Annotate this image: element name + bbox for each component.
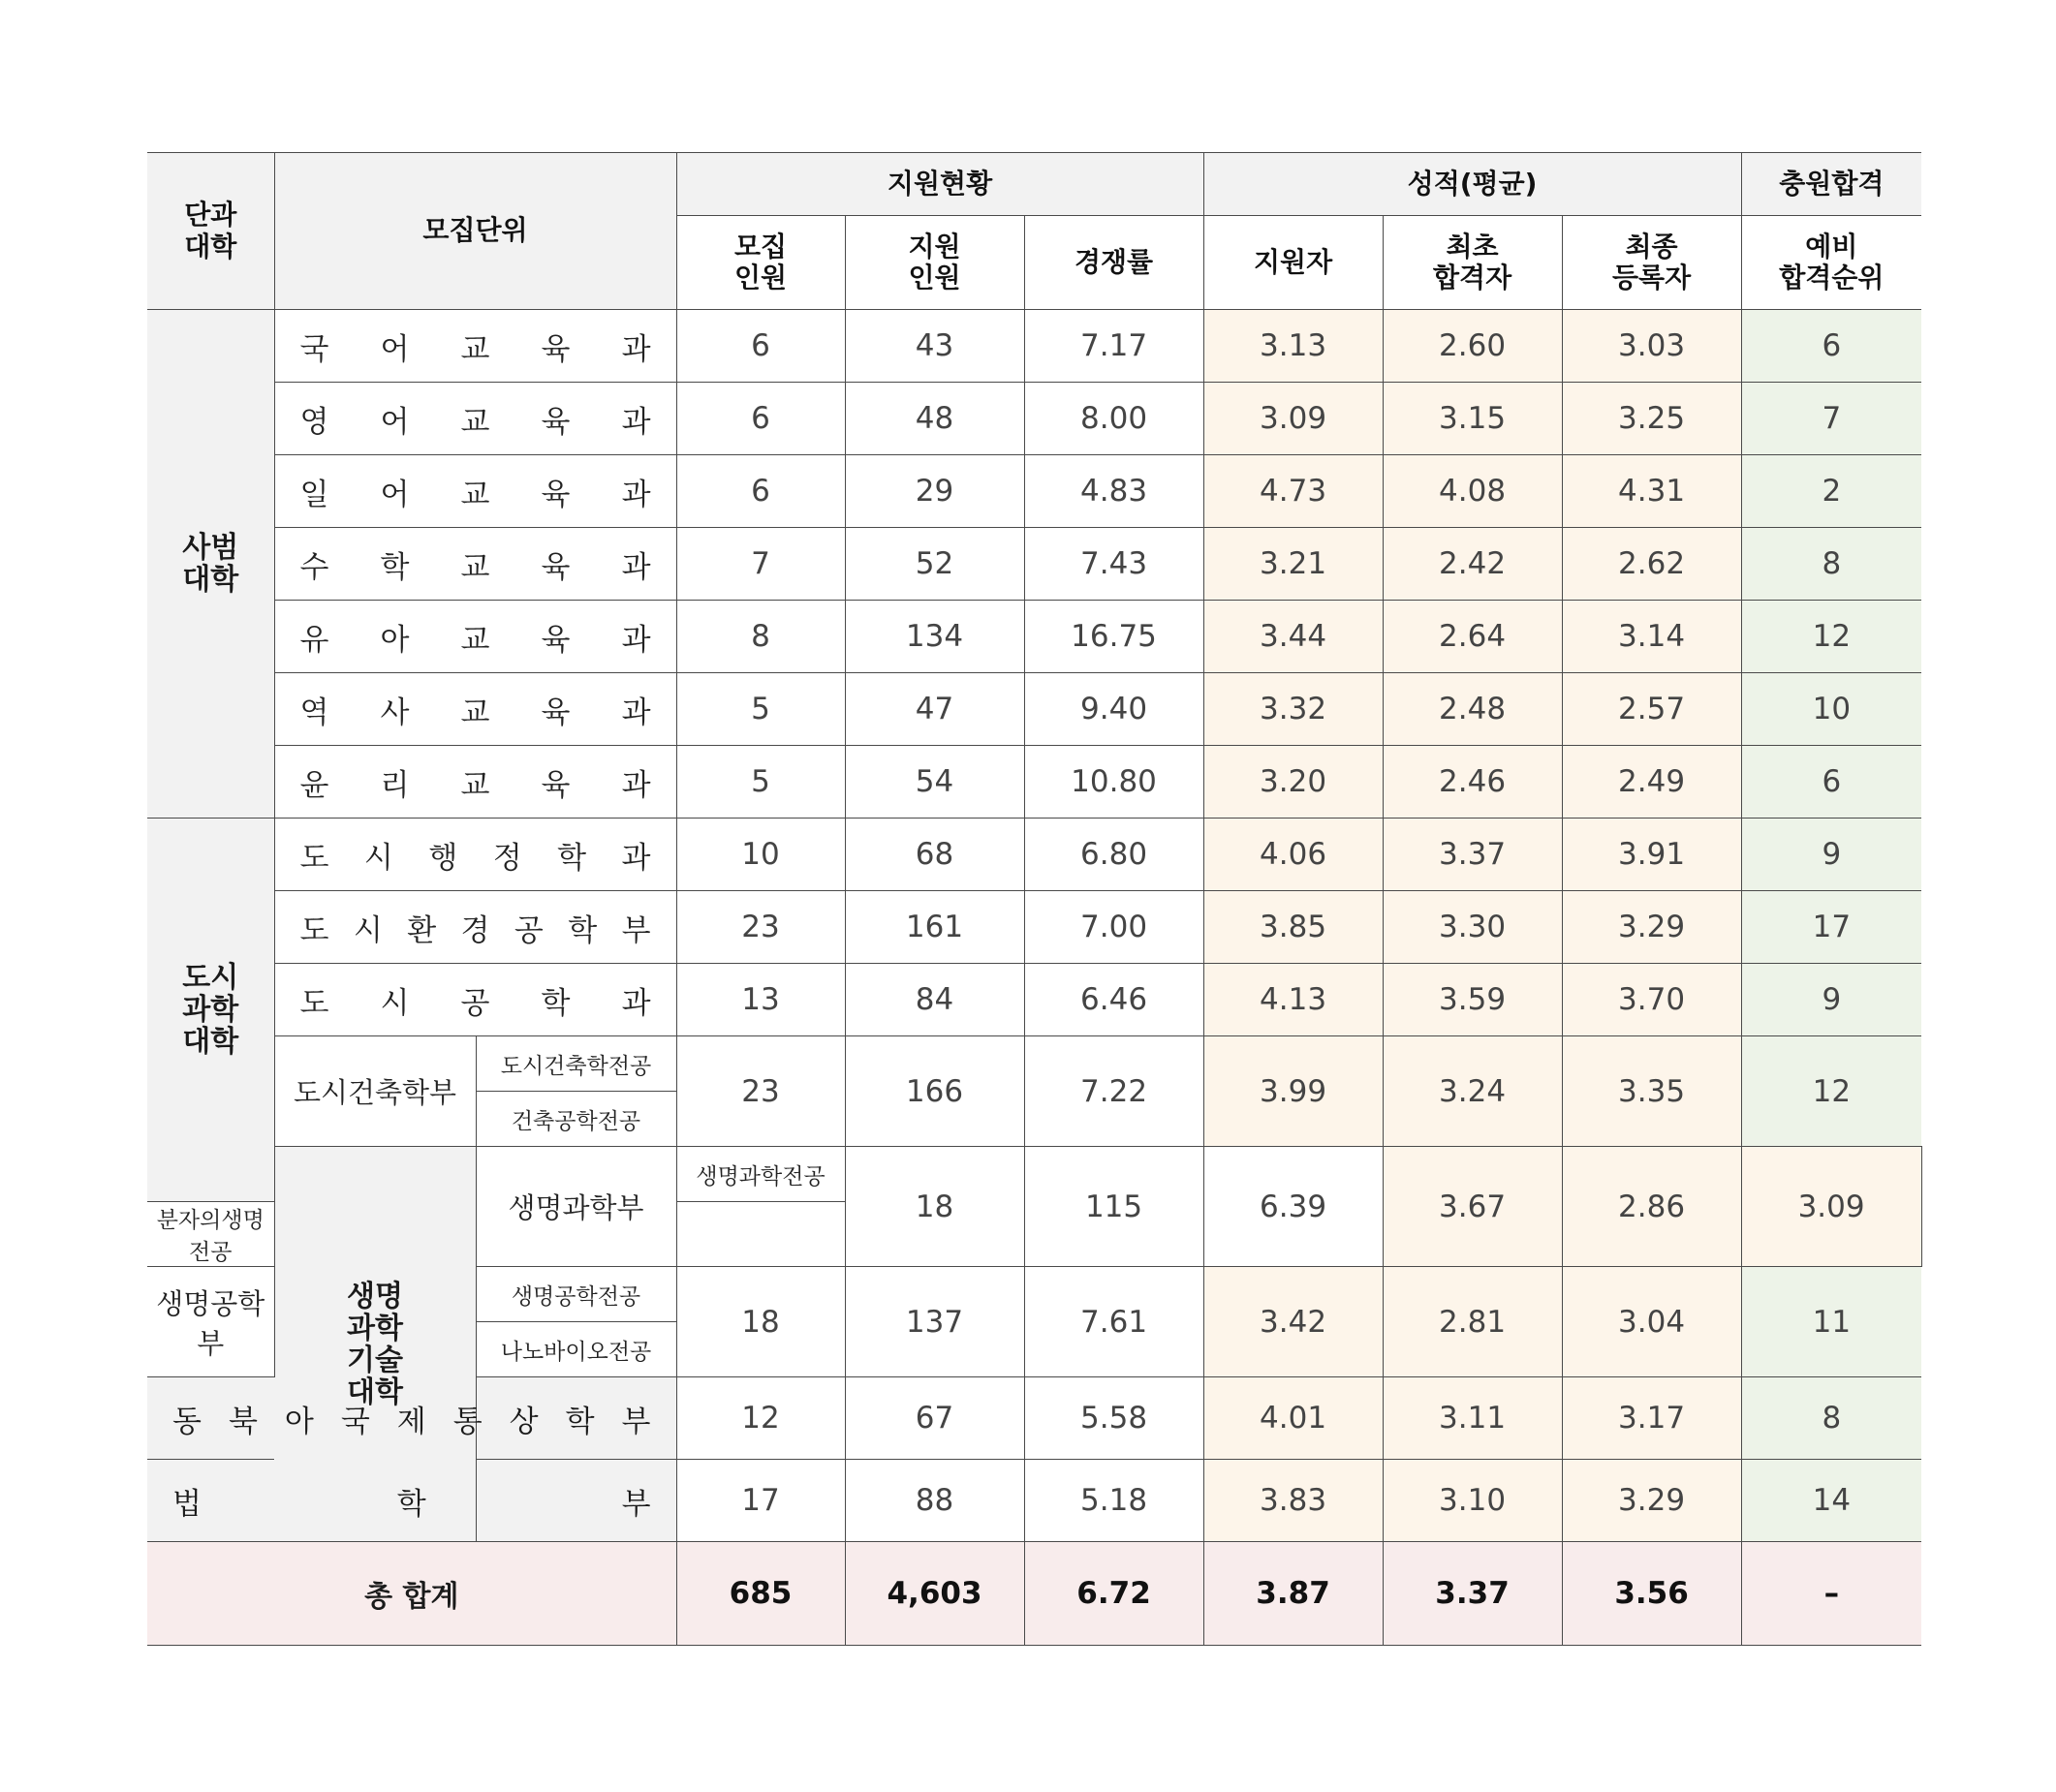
- cell-recruit-count: 23: [676, 1036, 845, 1147]
- department-label: 일 어 교 육 과: [299, 477, 651, 512]
- cell-recruit-count: 685: [676, 1542, 845, 1646]
- cell-applicant-count: 68: [845, 819, 1024, 891]
- cell-grade-first-pass: 3.11: [1383, 1377, 1562, 1460]
- major-name: 도시건축학전공: [476, 1036, 676, 1092]
- cell-waitlist-rank: 6: [1741, 746, 1921, 819]
- cell-grade-final-enrolled: 3.35: [1562, 1036, 1741, 1147]
- cell-competition-ratio: 7.17: [1024, 310, 1203, 383]
- cell-recruit-count: 5: [676, 746, 845, 819]
- major-name: 분자의생명전공: [147, 1202, 274, 1267]
- cell-grade-applicants: 3.09: [1203, 383, 1383, 455]
- header-competition-ratio: 경쟁률: [1024, 216, 1203, 310]
- department-name: [274, 746, 676, 819]
- cell-waitlist-rank: 8: [1741, 1377, 1921, 1460]
- cell-grade-applicants: 3.42: [1203, 1267, 1383, 1377]
- table-row: [147, 1147, 1921, 1202]
- cell-competition-ratio: 6.72: [1024, 1542, 1203, 1646]
- cell-grade-applicants: 3.44: [1203, 601, 1383, 673]
- cell-grade-first-pass: 2.81: [1383, 1267, 1562, 1377]
- cell-grade-applicants: 3.99: [1203, 1036, 1383, 1147]
- cell-grade-final-enrolled: 3.03: [1562, 310, 1741, 383]
- cell-grade-applicants: 4.06: [1203, 819, 1383, 891]
- cell-waitlist-rank: 11: [1741, 1267, 1921, 1377]
- cell-grade-final-enrolled: 3.14: [1562, 601, 1741, 673]
- cell-grade-first-pass: 3.37: [1383, 819, 1562, 891]
- cell-grade-first-pass: 3.37: [1383, 1542, 1562, 1646]
- department-label: 도 시 행 정 학 과: [299, 840, 651, 876]
- cell-recruit-count: 6: [676, 455, 845, 528]
- cell-grade-first-pass: 2.64: [1383, 601, 1562, 673]
- cell-grade-final-enrolled: 2.49: [1562, 746, 1741, 819]
- table-row: [147, 673, 1921, 746]
- cell-waitlist-rank: 17: [1741, 891, 1921, 964]
- header-recruit-unit: 모집단위: [274, 153, 676, 310]
- header-grade-first-pass: 최초 합격자: [1383, 216, 1562, 310]
- cell-recruit-count: 13: [676, 964, 845, 1036]
- department-label: 윤 리 교 육 과: [299, 767, 651, 803]
- cell-waitlist-rank: 2: [1741, 455, 1921, 528]
- cell-waitlist-rank: 7: [1741, 383, 1921, 455]
- cell-applicant-count: 67: [845, 1377, 1024, 1460]
- header-applications: 지원현황: [676, 153, 1203, 216]
- cell-grade-applicants: 3.20: [1203, 746, 1383, 819]
- division-name: 도시건축학부: [274, 1036, 476, 1147]
- college-cell: 도시 과학 대학: [147, 819, 274, 1202]
- cell-grade-applicants: 3.32: [1203, 673, 1383, 746]
- cell-competition-ratio: 10.80: [1024, 746, 1203, 819]
- total-label: 총 합계: [147, 1542, 676, 1646]
- cell-competition-ratio: 6.39: [1203, 1147, 1383, 1267]
- cell-recruit-count: 6: [676, 383, 845, 455]
- department-label: 국 어 교 육 과: [299, 331, 651, 367]
- cell-waitlist-rank: 9: [1741, 964, 1921, 1036]
- cell-grade-applicants: 3.21: [1203, 528, 1383, 601]
- cell-grade-applicants: 3.13: [1203, 310, 1383, 383]
- cell-grade-applicants: 3.83: [1203, 1460, 1383, 1542]
- cell-competition-ratio: 7.61: [1024, 1267, 1203, 1377]
- cell-applicant-count: 43: [845, 310, 1024, 383]
- cell-recruit-count: 5: [676, 673, 845, 746]
- department-label: 도 시 환 경 공 학 부: [299, 912, 651, 948]
- cell-recruit-count: 17: [676, 1460, 845, 1542]
- total-row: [147, 1542, 1921, 1646]
- major-name: 건축공학전공: [476, 1092, 676, 1147]
- cell-competition-ratio: 16.75: [1024, 601, 1203, 673]
- department-name: [274, 455, 676, 528]
- cell-applicant-count: 161: [845, 891, 1024, 964]
- department-label: 역 사 교 육 과: [299, 695, 651, 730]
- department-name: [274, 383, 676, 455]
- cell-applicant-count: 52: [845, 528, 1024, 601]
- table-row: [147, 528, 1921, 601]
- cell-grade-first-pass: 4.08: [1383, 455, 1562, 528]
- cell-grade-final-enrolled: 2.62: [1562, 528, 1741, 601]
- cell-waitlist-rank: 14: [1741, 1460, 1921, 1542]
- department-label: 유 아 교 육 과: [299, 622, 651, 658]
- cell-grade-final-enrolled: 3.17: [1562, 1377, 1741, 1460]
- cell-grade-applicants: 3.85: [1203, 891, 1383, 964]
- cell-competition-ratio: 8.00: [1024, 383, 1203, 455]
- cell-grade-first-pass: 2.60: [1383, 310, 1562, 383]
- header-college: 단과 대학: [147, 153, 274, 310]
- cell-competition-ratio: 7.00: [1024, 891, 1203, 964]
- cell-waitlist-rank: 9: [1741, 819, 1921, 891]
- department-name: [274, 819, 676, 891]
- department-label: 도 시 공 학 과: [299, 985, 651, 1021]
- table-row: [147, 964, 1921, 1036]
- cell-competition-ratio: 7.43: [1024, 528, 1203, 601]
- cell-grade-applicants: 3.67: [1383, 1147, 1562, 1267]
- table-row: [147, 891, 1921, 964]
- table-row: [147, 455, 1921, 528]
- division-name: 생명공학부: [147, 1267, 274, 1377]
- table-row: [147, 310, 1921, 383]
- cell-applicant-count: 29: [845, 455, 1024, 528]
- header-applicant-count: 지원 인원: [845, 216, 1024, 310]
- department-name: [274, 528, 676, 601]
- cell-recruit-count: 12: [676, 1377, 845, 1460]
- department-name: [274, 964, 676, 1036]
- cell-grade-first-pass: 3.30: [1383, 891, 1562, 964]
- major-name: 생명과학전공: [676, 1147, 845, 1202]
- cell-grade-final-enrolled: 3.04: [1562, 1267, 1741, 1377]
- cell-competition-ratio: 9.40: [1024, 673, 1203, 746]
- cell-recruit-count: 18: [845, 1147, 1024, 1267]
- cell-grade-final-enrolled: 2.57: [1562, 673, 1741, 746]
- header-grade-final-enrolled: 최종 등록자: [1562, 216, 1741, 310]
- cell-recruit-count: 10: [676, 819, 845, 891]
- cell-recruit-count: 23: [676, 891, 845, 964]
- department-label: 법 학 부: [172, 1486, 651, 1522]
- cell-grade-final-enrolled: 3.25: [1562, 383, 1741, 455]
- header-grades: 성적(평균): [1203, 153, 1741, 216]
- cell-waitlist-rank: –: [1741, 1542, 1921, 1646]
- cell-competition-ratio: 5.58: [1024, 1377, 1203, 1460]
- cell-grade-first-pass: 3.15: [1383, 383, 1562, 455]
- department-name: [274, 310, 676, 383]
- cell-grade-final-enrolled: 3.29: [1562, 1460, 1741, 1542]
- department-name: [147, 1460, 676, 1542]
- cell-waitlist-rank: 12: [1741, 601, 1921, 673]
- table-row: [147, 1036, 1921, 1092]
- cell-grade-first-pass: 3.59: [1383, 964, 1562, 1036]
- table-row: [147, 383, 1921, 455]
- cell-grade-final-enrolled: 3.09: [1741, 1147, 1921, 1267]
- cell-grade-first-pass: 2.46: [1383, 746, 1562, 819]
- header-grade-applicants: 지원자: [1203, 216, 1383, 310]
- college-cell: 사범 대학: [147, 310, 274, 819]
- cell-grade-final-enrolled: 3.91: [1562, 819, 1741, 891]
- cell-competition-ratio: 6.46: [1024, 964, 1203, 1036]
- cell-applicant-count: 115: [1024, 1147, 1203, 1267]
- department-label: 영 어 교 육 과: [299, 404, 651, 440]
- cell-applicant-count: 48: [845, 383, 1024, 455]
- cell-waitlist-rank: 6: [1741, 310, 1921, 383]
- cell-recruit-count: 8: [676, 601, 845, 673]
- college-cell: 생명 과학 기술 대학: [274, 1147, 476, 1542]
- cell-grade-first-pass: 3.10: [1383, 1460, 1562, 1542]
- table-row: [147, 819, 1921, 891]
- table-row: [147, 746, 1921, 819]
- cell-recruit-count: 18: [676, 1267, 845, 1377]
- cell-waitlist-rank: 10: [1741, 673, 1921, 746]
- cell-applicant-count: 4,603: [845, 1542, 1024, 1646]
- cell-grade-applicants: 4.73: [1203, 455, 1383, 528]
- admission-results-table: [147, 152, 1921, 1646]
- cell-grade-final-enrolled: 3.29: [1562, 891, 1741, 964]
- cell-competition-ratio: 5.18: [1024, 1460, 1203, 1542]
- cell-competition-ratio: 7.22: [1024, 1036, 1203, 1147]
- cell-recruit-count: 6: [676, 310, 845, 383]
- cell-grade-applicants: 4.01: [1203, 1377, 1383, 1460]
- cell-applicant-count: 166: [845, 1036, 1024, 1147]
- cell-recruit-count: 7: [676, 528, 845, 601]
- cell-grade-first-pass: 2.42: [1383, 528, 1562, 601]
- cell-applicant-count: 137: [845, 1267, 1024, 1377]
- cell-grade-final-enrolled: 3.56: [1562, 1542, 1741, 1646]
- department-label: 수 학 교 육 과: [299, 549, 651, 585]
- major-name: 나노바이오전공: [476, 1322, 676, 1377]
- cell-grade-applicants: 4.13: [1203, 964, 1383, 1036]
- table-row: [147, 1460, 1921, 1542]
- header-additional-admission: 충원합격: [1741, 153, 1921, 216]
- department-name: [274, 673, 676, 746]
- header-waitlist-rank: 예비 합격순위: [1741, 216, 1921, 310]
- cell-grade-applicants: 3.87: [1203, 1542, 1383, 1646]
- cell-applicant-count: 134: [845, 601, 1024, 673]
- table-row: [147, 1377, 1921, 1460]
- cell-grade-final-enrolled: 4.31: [1562, 455, 1741, 528]
- table-row: [147, 601, 1921, 673]
- department-name: [274, 891, 676, 964]
- department-label: 동 북 아 국 제 통 상 학 부: [172, 1404, 651, 1439]
- cell-competition-ratio: 6.80: [1024, 819, 1203, 891]
- department-name: [274, 601, 676, 673]
- cell-waitlist-rank: 12: [1741, 1036, 1921, 1147]
- major-name: 생명공학전공: [476, 1267, 676, 1322]
- department-name: [147, 1377, 676, 1460]
- cell-applicant-count: 47: [845, 673, 1024, 746]
- division-name: 생명과학부: [476, 1147, 676, 1267]
- cell-grade-first-pass: 2.48: [1383, 673, 1562, 746]
- cell-applicant-count: 84: [845, 964, 1024, 1036]
- header-recruit-count: 모집 인원: [676, 216, 845, 310]
- cell-grade-first-pass: 3.24: [1383, 1036, 1562, 1147]
- cell-applicant-count: 88: [845, 1460, 1024, 1542]
- cell-grade-final-enrolled: 3.70: [1562, 964, 1741, 1036]
- table-body: [147, 310, 1921, 1646]
- cell-grade-first-pass: 2.86: [1562, 1147, 1741, 1267]
- cell-competition-ratio: 4.83: [1024, 455, 1203, 528]
- cell-applicant-count: 54: [845, 746, 1024, 819]
- cell-waitlist-rank: 8: [1741, 528, 1921, 601]
